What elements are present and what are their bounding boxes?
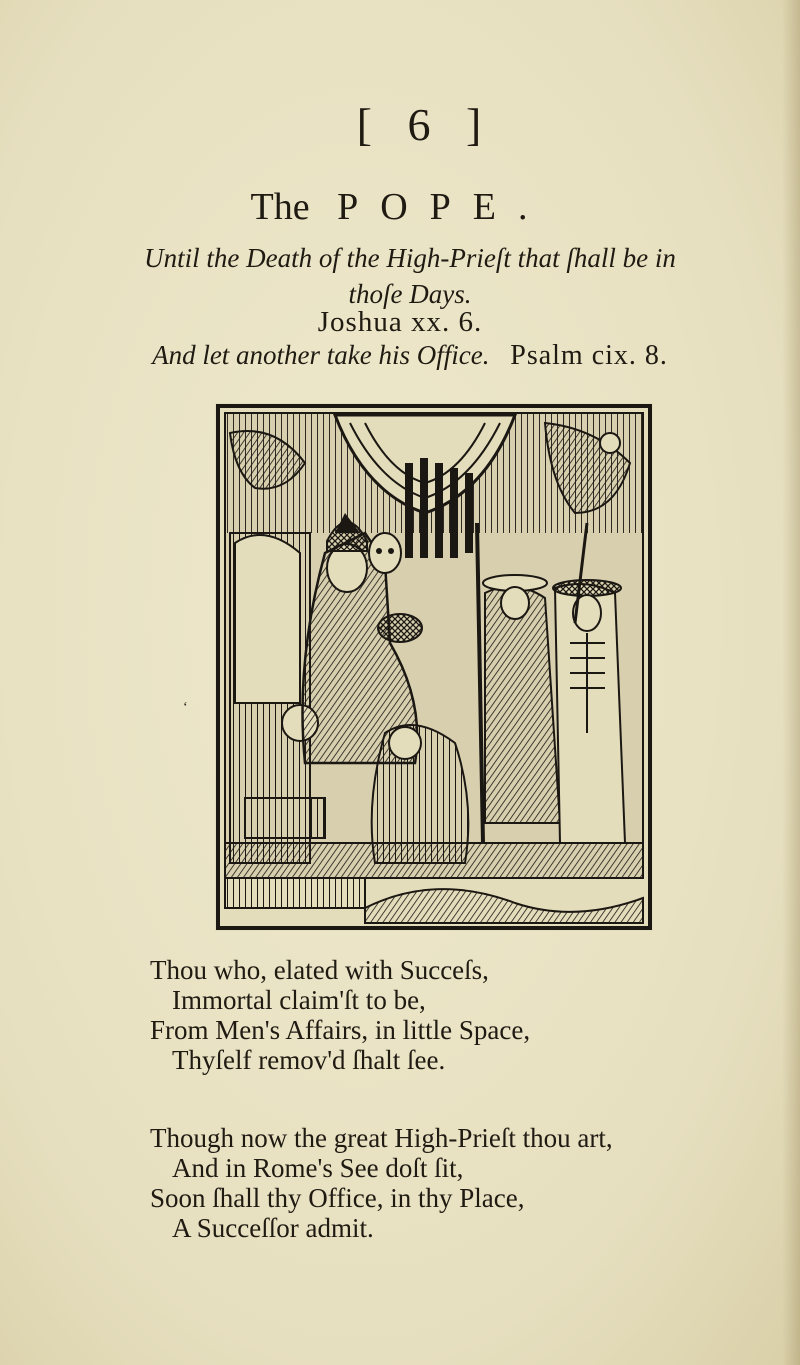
epigraph-citation-1: Joshua xx. 6.: [317, 306, 483, 338]
page-title: [180, 185, 620, 229]
verse-line: Thyſelf remov'd ſhalt ſee.: [172, 1045, 446, 1075]
verse-stanza-1: [150, 955, 710, 1075]
verse-line: Thou who, elated with Succeſs,: [150, 955, 489, 985]
woodcut-illustration: [215, 403, 653, 931]
epigraph-line-2: thoſe Days.: [348, 279, 472, 309]
epigraph-line-3-row: [110, 340, 710, 372]
verse-line: And in Rome's See doſt ſit,: [172, 1153, 464, 1183]
epigraph-text: [120, 240, 700, 312]
epigraph-line-3: And let another take his Office.: [152, 340, 490, 370]
verse-line: Soon ſhall thy Office, in thy Place,: [150, 1183, 525, 1213]
title-prefix: The: [250, 186, 310, 228]
verse-line: Though now the great High-Prieſt thou art,: [150, 1123, 613, 1153]
verse-stanza-2: [150, 1123, 710, 1243]
title-main: POPE.: [337, 186, 550, 228]
verse-line: A Succeſſor admit.: [172, 1213, 374, 1243]
verse-line: Immortal claim'ſt to be,: [172, 985, 426, 1015]
page-edge-shadow: [782, 0, 800, 1365]
verse-line: From Men's Affairs, in little Space,: [150, 1015, 531, 1045]
woodcut-svg: [215, 403, 653, 931]
stray-mark: ‘: [183, 700, 188, 715]
epigraph-citation-2: Psalm cix. 8.: [510, 340, 668, 371]
page-number: [ 6 ]: [356, 99, 494, 150]
epigraph-line-1: Until the Death of the High-Prieſt that ſhall be in: [144, 243, 676, 273]
